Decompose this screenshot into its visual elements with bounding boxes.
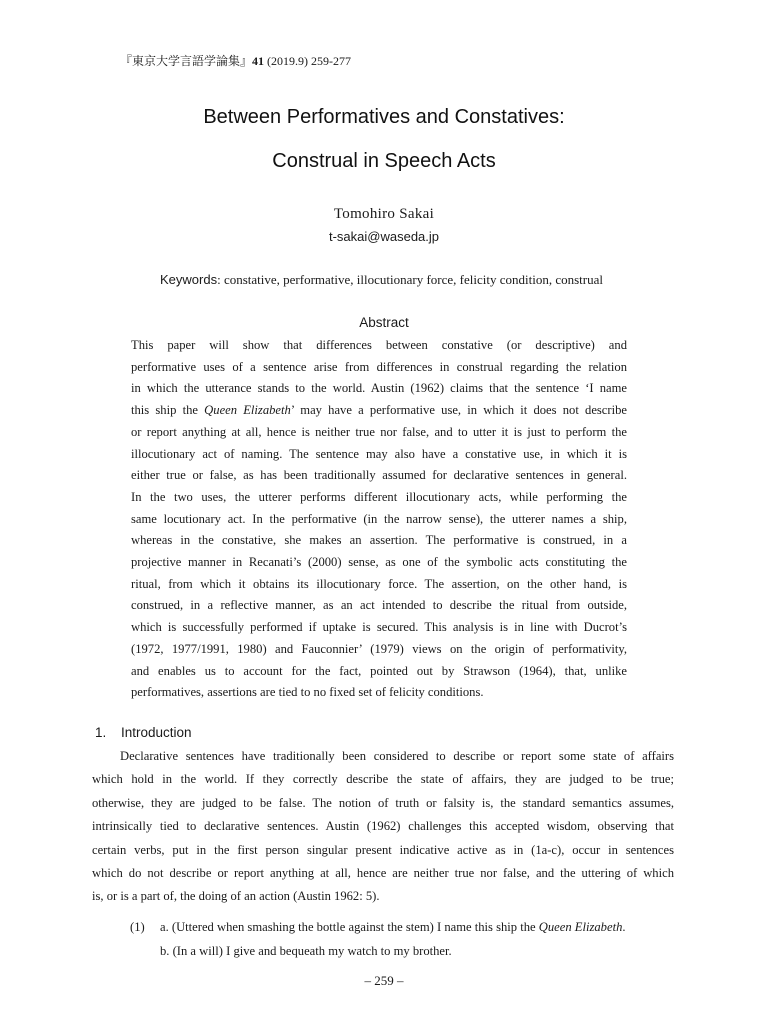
journal-issue-pages: (2019.9) 259-277 xyxy=(267,54,352,68)
journal-volume: 41 xyxy=(252,54,265,68)
body-line: which do not describe or report anything at all, hence are neither true nor false, and the uttering of which xyxy=(92,866,674,881)
author-email[interactable]: t-sakai@waseda.jp xyxy=(328,229,440,244)
body-line: is, or is a part of, the doing of an action (Austin 1962: 5). xyxy=(92,889,380,904)
ship-name-italic: Queen Elizabeth xyxy=(204,403,291,418)
abstract-line: In the two uses, the utterer performs different illocutionary acts, while performing the xyxy=(131,489,627,504)
example-1a-text: a. (Uttered when smashing the bottle against the stem) I name this ship the xyxy=(160,920,539,934)
abstract-line: which is successfully performed if uptake is secured. This analysis is in line with Ducrot’s xyxy=(131,620,627,635)
abstract-line-start: this ship the xyxy=(131,403,205,418)
body-line: Declarative sentences have traditionally been considered to describe or report some state of affairs xyxy=(120,749,674,763)
paper-title-line-2: Construal in Speech Acts xyxy=(272,150,496,172)
abstract-body xyxy=(131,335,627,704)
abstract-line: whereas in the constative, she makes an assertion. The performative is construed, in a xyxy=(131,533,627,548)
abstract-line: performatives, assertions are tied to no fixed set of felicity conditions. xyxy=(131,685,484,700)
abstract-line: projective manner in Recanati’s (2000) sense, as one of the symbolic acts constituting the xyxy=(131,555,627,570)
section-title: Introduction xyxy=(121,725,192,740)
example-1b: b. (In a will) I give and bequeath my watch to my brother. xyxy=(160,944,452,958)
abstract-line xyxy=(131,400,627,422)
body-line: certain verbs, put in the first person singular present indicative active as in (1a-c), occur in sentences xyxy=(92,842,674,857)
abstract-line: This paper will show that differences between constative (or descriptive) and xyxy=(131,338,627,352)
example-1a-end: . xyxy=(622,920,626,934)
example-1a xyxy=(130,920,626,935)
abstract-line: construed, in a reflective manner, as an act intended to describe the ritual from outside, xyxy=(131,598,627,613)
section-heading xyxy=(95,725,192,740)
page-number: – 259 – xyxy=(364,973,404,988)
abstract-line-end: ’ may have a performative use, in which it does not describe xyxy=(290,403,627,418)
keywords xyxy=(160,272,603,288)
example-number: (1) xyxy=(130,920,145,934)
abstract-heading: Abstract xyxy=(359,315,409,330)
keywords-list: : constative, performative, illocutionary force, felicity condition, construal xyxy=(217,272,603,287)
abstract-line: same locutionary act. In the performative (in the narrow sense), the utterer names a ship, xyxy=(131,511,627,526)
paper-title-line-1: Between Performatives and Constatives: xyxy=(203,106,565,128)
body-line: intrinsically tied to declarative sentences. Austin (1962) challenges this accepted wisdom, observing that xyxy=(92,819,674,834)
keywords-label: Keywords xyxy=(160,272,218,287)
example-1a-italic: Queen Elizabeth xyxy=(538,920,623,934)
introduction-body xyxy=(92,745,674,909)
abstract-line: or report anything at all, hence is neither true nor false, and to utter it is just to perform the xyxy=(131,424,627,439)
section-number: 1. xyxy=(95,725,107,740)
abstract-line: illocutionary act of naming. The sentence may also have a constative use, in which it is xyxy=(131,446,627,461)
abstract-line: (1972, 1977/1991, 1980) and Fauconnier’ (1979) views on the origin of performativity, xyxy=(131,641,627,656)
abstract-line: ritual, from which it obtains its illocutionary force. The assertion, on the other hand, is xyxy=(131,576,627,591)
body-line: which hold in the world. If they correctly describe the state of affairs, they are judged to be true; xyxy=(92,772,674,787)
journal-header xyxy=(120,52,351,69)
author-name: Tomohiro Sakai xyxy=(333,206,435,222)
body-line: otherwise, they are judged to be false. The notion of truth or falsity is, the standard semantics assumes, xyxy=(92,795,674,810)
abstract-line: either true or false, as has been traditionally assumed for declarative sentences in general. xyxy=(131,468,627,483)
abstract-line: performative uses of a sentence arise from differences in construal regarding the relation xyxy=(131,359,627,374)
abstract-line: in which the utterance stands to the world. Austin (1962) claims that the sentence ‘I name xyxy=(131,381,627,396)
abstract-line: and enables us to account for the fact, pointed out by Strawson (1964), that, unlike xyxy=(131,663,627,678)
journal-name: 『東京大学言語学論集』 xyxy=(120,54,253,68)
